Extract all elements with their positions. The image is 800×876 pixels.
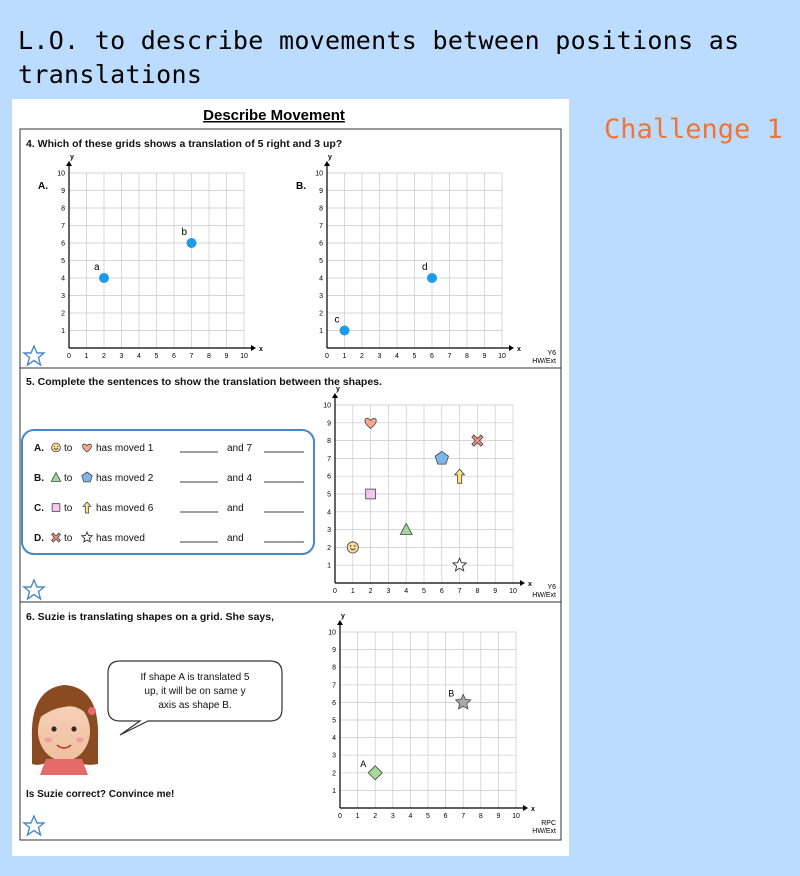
x-tick-label: 5 [422,588,426,595]
y-tick-label: 7 [327,455,331,463]
x-tick-label: 10 [512,813,520,820]
x-tick-label: 1 [342,353,347,360]
y-tick-label: 10 [323,402,331,410]
point-label-d: d [422,262,428,273]
x-tick-label: 3 [377,353,382,360]
question-4-text: 4. Which of these grids shows a translation of 5 right and 3 up? [26,138,343,150]
challenge-label: Challenge 1 [604,114,783,145]
y-tick-label: 1 [332,787,336,795]
shape-a-icon [368,766,382,780]
sentence-to: to [64,503,73,514]
sentence-row [34,502,304,514]
x-tick-label: 4 [137,353,141,360]
pentagon-icon [435,451,448,464]
speech-line-1: If shape A is translated 5 [140,672,250,683]
x-tick-label: 9 [493,588,498,595]
side-code: HW/Ext [532,828,556,835]
y-tick-label: 8 [332,664,336,672]
x-tick-label: 6 [172,353,176,360]
x-tick-label: 7 [457,588,462,595]
point-a [99,273,109,283]
x-axis-arrow-icon [523,805,528,811]
question-4-frame [20,129,561,368]
sentence-moved-text: has moved 2 [96,473,154,484]
sentence-letter: B. [34,473,44,484]
sentence-row [34,472,304,484]
sentence-moved-text: has moved 6 [96,503,154,514]
point-label-a: a [94,262,100,273]
x-tick-label: 8 [478,813,483,820]
x-tick-label: 1 [350,588,355,595]
x-tick-label: 9 [496,813,501,820]
y-tick-label: 6 [327,473,331,481]
worksheet [12,99,569,856]
shape-label-b: B [448,688,455,699]
sentence-to: to [64,443,73,454]
y-axis-label: y [70,154,74,161]
learning-objective: L.O. to describe movements between positions as translations [18,26,740,89]
x-axis-arrow-icon [520,580,525,586]
x-axis-label: x [259,346,263,353]
x-tick-label: 3 [390,813,395,820]
y-tick-label: 4 [332,735,336,743]
question-6-frame [20,602,561,840]
sentence-row [34,532,304,544]
sentence-moved-text: has moved 1 [96,443,154,454]
sentence-and-text: and [227,533,244,544]
heart-icon [365,418,376,428]
y-tick-label: 6 [319,240,323,248]
y-tick-label: 3 [61,293,65,300]
speech-line-2: up, it will be on same y [144,686,246,697]
y-tick-label: 9 [319,188,323,195]
x-tick-label: 0 [333,588,337,595]
smiley-eye [350,545,351,546]
y-axis-arrow-icon [337,620,343,625]
x-tick-label: 5 [154,353,159,360]
x-axis-arrow-icon [251,345,256,351]
pentagon-icon [82,472,92,482]
y-tick-label: 5 [327,491,331,499]
smiley-icon [52,443,61,452]
side-code: HW/Ext [532,592,556,599]
sentence-letter: D. [34,533,44,544]
x-tick-label: 5 [412,353,417,360]
y-tick-label: 4 [319,275,323,283]
x-tick-label: 10 [509,588,517,595]
x-tick-label: 3 [386,588,391,595]
y-tick-label: 10 [57,170,65,178]
x-tick-label: 6 [439,588,444,595]
sentence-and-text: and 4 [227,473,253,484]
x-axis-label: x [517,346,521,353]
x-tick-label: 4 [404,588,409,595]
y-tick-label: 2 [332,770,336,778]
point-label-c: c [334,314,340,326]
square-icon [366,489,376,499]
question-5-text: 5. Complete the sentences to show the translation between the shapes. [26,376,382,388]
x-tick-label: 9 [224,353,229,360]
sentence-to: to [64,473,73,484]
y-tick-label: 7 [319,223,323,230]
sentence-letter: C. [34,503,44,514]
triangle-icon [51,473,60,482]
y-tick-label: 8 [327,438,331,446]
y-tick-label: 2 [61,310,65,318]
x-tick-label: 1 [84,353,89,360]
x-axis-label: x [528,581,532,588]
star-icon [82,532,92,542]
triangle-icon [400,523,412,534]
side-code: Y6 [547,584,556,591]
y-tick-label: 10 [328,629,336,637]
x-tick-label: 7 [447,353,452,360]
x-tick-label: 8 [207,353,211,360]
y-tick-label: 9 [327,420,331,428]
smiley-eye [54,446,55,447]
x-tick-label: 2 [360,353,364,360]
side-code: HW/Ext [532,358,556,365]
y-axis-arrow-icon [66,161,72,166]
smiley-face [52,443,61,452]
suzie-character [32,685,98,775]
y-tick-label: 5 [332,717,336,725]
sentence-letter: A. [34,443,44,454]
x-tick-label: 6 [443,813,448,820]
y-tick-label: 10 [315,170,323,178]
y-tick-label: 9 [61,188,65,195]
worksheet-title: Describe Movement [203,107,345,124]
x-tick-label: 0 [325,353,329,360]
y-tick-label: 2 [327,544,331,552]
smiley-face [347,542,358,553]
smiley-eye [57,446,58,447]
heart-icon [83,444,92,452]
side-code: RPC [541,820,556,827]
y-tick-label: 5 [319,258,323,265]
grid-question-6 [328,613,535,820]
x-tick-label: 10 [498,353,506,360]
sentence-moved-text: has moved [96,533,145,544]
y-tick-label: 3 [327,527,331,535]
y-tick-label: 2 [319,310,323,318]
sentence-and-text: and [227,503,244,514]
star-badge-icon [24,346,44,365]
y-axis-label: y [341,613,345,620]
point-d [427,273,437,283]
point-c [340,326,350,336]
shape-label-a: A [360,758,367,769]
grid-b-label: B. [296,181,306,192]
square-icon [52,504,60,512]
question-6-prompt: Is Suzie correct? Convince me! [26,789,175,800]
y-tick-label: 4 [61,275,65,283]
y-tick-label: 1 [327,562,331,570]
grid-a-label: A. [38,181,48,192]
x-tick-label: 8 [475,588,480,595]
y-axis-label: y [336,386,340,393]
x-tick-label: 9 [482,353,487,360]
y-tick-label: 7 [61,223,65,230]
y-tick-label: 8 [319,205,323,213]
y-axis-label: y [328,154,332,161]
x-axis-label: x [531,806,535,813]
y-tick-label: 8 [61,205,65,213]
y-tick-label: 3 [319,293,323,300]
y-tick-label: 6 [61,240,65,248]
x-tick-label: 10 [240,353,248,360]
y-axis-arrow-icon [332,393,338,398]
question-6-text: 6. Suzie is translating shapes on a grid. She says, [26,611,275,623]
y-tick-label: 1 [319,328,323,335]
x-tick-label: 8 [465,353,469,360]
sentence-to: to [64,533,73,544]
star-badge-icon [24,580,44,599]
speech-line-3: axis as shape B. [158,700,232,711]
x-tick-label: 5 [426,813,430,820]
cross-icon [52,533,61,542]
x-tick-label: 2 [368,588,373,595]
y-tick-label: 4 [327,509,331,517]
sentence-row [34,443,304,454]
y-tick-label: 6 [332,699,336,707]
x-tick-label: 7 [461,813,466,820]
y-axis-arrow-icon [324,161,330,166]
x-axis-arrow-icon [509,345,514,351]
x-tick-label: 2 [373,813,378,820]
y-tick-label: 3 [332,752,336,760]
x-tick-label: 0 [338,813,342,820]
smiley-eye [354,545,355,546]
y-tick-label: 5 [61,258,65,265]
point-b [187,238,197,248]
side-code: Y6 [547,350,556,357]
x-tick-label: 6 [430,353,434,360]
point-label-b: b [181,227,188,238]
speech-bubble [108,661,282,735]
question-5-frame [20,368,561,602]
arrow-icon [83,502,91,513]
grid-question-5 [323,386,532,595]
grid-a [57,154,263,360]
x-tick-label: 3 [119,353,124,360]
y-tick-label: 9 [332,647,336,655]
star-badge-icon [24,816,44,835]
x-tick-label: 0 [67,353,71,360]
y-tick-label: 1 [61,328,65,335]
x-tick-label: 2 [102,353,106,360]
translation-sentences [34,443,304,544]
x-tick-label: 7 [189,353,194,360]
grid-b [315,154,521,360]
x-tick-label: 4 [395,353,399,360]
sentence-and-text: and 7 [227,443,253,454]
y-tick-label: 7 [332,682,336,690]
x-tick-label: 4 [408,813,413,820]
smiley-icon [347,542,358,553]
x-tick-label: 1 [355,813,360,820]
